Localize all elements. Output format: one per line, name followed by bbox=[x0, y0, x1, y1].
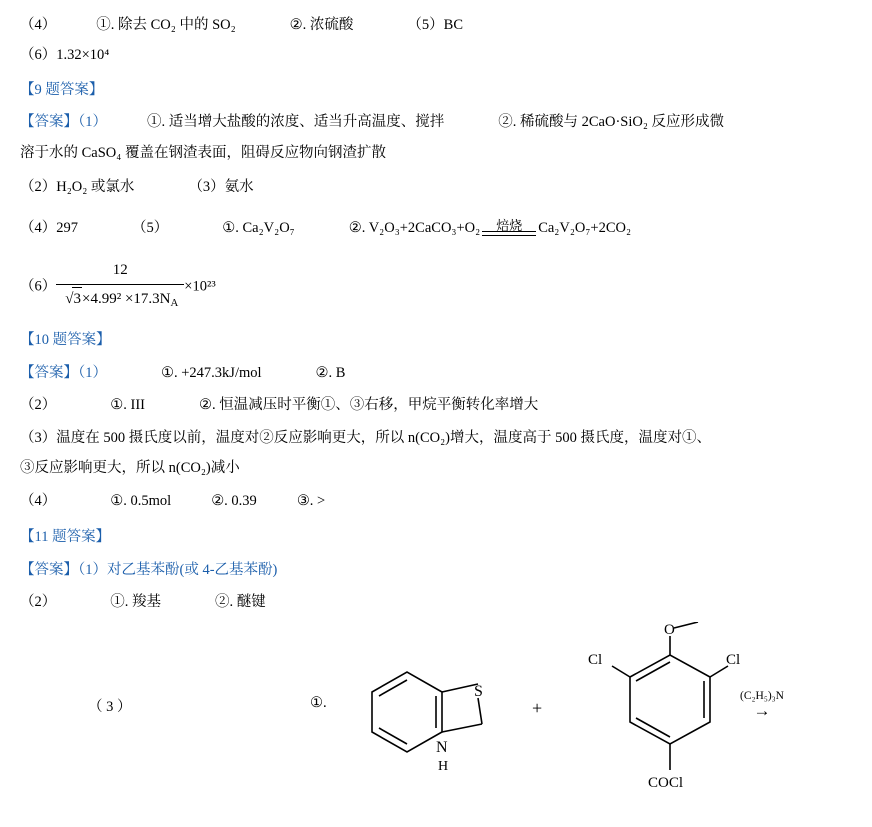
question-9-heading-text: 【9 题答案】 bbox=[20, 81, 104, 98]
fraction-numerator: 12 bbox=[56, 259, 184, 284]
nitrogen-atom-label: N bbox=[436, 739, 448, 756]
chlorine-left-label: Cl bbox=[588, 652, 603, 668]
q9-part2: （2）H₂O₂ 或氯水 bbox=[20, 179, 135, 196]
q9-part5-label: （5） bbox=[132, 219, 169, 236]
q9-part6-tail: ×10²³ bbox=[184, 278, 216, 295]
reagent-arrow-group bbox=[740, 690, 784, 719]
fraction-denominator bbox=[56, 285, 184, 312]
chlorine-right-label: Cl bbox=[726, 652, 741, 668]
q10-part4-item1: ①. 0.5mol bbox=[110, 492, 172, 509]
q11-part2-item2: ②. 醚键 bbox=[215, 594, 266, 611]
q9-p1-item2: ②. 稀硫酸与 2CaO·SiO₂ 反应形成微 bbox=[498, 114, 725, 131]
question-11-heading bbox=[0, 526, 872, 548]
q10-part3-text1: （3）温度在 500 摄氏度以前，温度对②反应影响更大，所以 n(CO₂)增大，温度高于 500 摄氏度，温度对①、 bbox=[20, 429, 711, 446]
q11-part2-label: （2） bbox=[20, 594, 57, 611]
question-10-part-4-line bbox=[0, 490, 872, 512]
question-9-part-2-3-line bbox=[0, 176, 872, 198]
q8-part5: （5）BC bbox=[407, 17, 464, 33]
q9-answer-label: 【答案】（1） bbox=[20, 114, 107, 131]
question-10-answer-line1 bbox=[0, 362, 872, 384]
question-10-heading-text: 【10 题答案】 bbox=[20, 332, 111, 349]
q10-p1-item2: ②. B bbox=[315, 364, 346, 381]
q10-p1-item1: ①. +247.3kJ/mol bbox=[161, 364, 262, 381]
question-10-part-3-line1 bbox=[0, 427, 872, 449]
q11-answer-label: 【答案】（1）对乙基苯酚(或 4-乙基苯酚) bbox=[20, 561, 278, 578]
q8-part4-item2: ②. 浓硫酸 bbox=[289, 17, 354, 33]
q9-part5-item2-post: Ca₂V₂O₇+2CO₂ bbox=[538, 219, 632, 236]
q9-part5-item2-pre: ②. V₂O₃+2CaCO₃+O₂ bbox=[348, 219, 481, 236]
aryl-acid-chloride-structure-icon bbox=[570, 622, 760, 807]
roasting-condition-label: 焙烧 bbox=[496, 217, 523, 233]
plus-sign: + bbox=[532, 698, 543, 718]
q10-part4-item2: ②. 0.39 bbox=[211, 492, 257, 509]
question-9-part-6-line bbox=[0, 261, 872, 313]
q10-answer-label: 【答案】（1） bbox=[20, 364, 107, 381]
q9-part4: （4）297 bbox=[20, 219, 78, 236]
question-11-answer-line1 bbox=[0, 559, 872, 581]
right-arrow-icon: → bbox=[753, 700, 771, 720]
q10-part4-label: （4） bbox=[20, 492, 57, 509]
radicand: 3 bbox=[72, 287, 82, 311]
question-10-part-3-line2 bbox=[0, 457, 872, 479]
chemical-structure-area bbox=[0, 612, 872, 827]
q10-part3-text2: ③反应影响更大，所以 n(CO₂)减小 bbox=[20, 460, 240, 477]
q9-part3: （3）氨水 bbox=[188, 179, 254, 196]
denominator-rest: ×4.99² ×17.3N bbox=[81, 290, 171, 307]
question-9-answer-line2 bbox=[0, 142, 872, 164]
q8-part4-label: （4） bbox=[20, 17, 57, 33]
methoxy-oxygen-label: O bbox=[664, 622, 675, 638]
question-11-heading-text: 【11 题答案】 bbox=[20, 529, 111, 546]
q10-part2-item2: ②. 恒温减压时平衡①、③右移，甲烷平衡转化率增大 bbox=[199, 397, 539, 414]
triethylamine-reagent-label: (C₂H₅)₃N bbox=[740, 690, 784, 702]
question-9-answer-line1 bbox=[0, 111, 872, 133]
q8-part4-item1: ①. 除去 CO₂ 中的 SO₂ bbox=[96, 17, 236, 33]
q9-p1-item1: ①. 适当增大盐酸的浓度、适当升高温度、搅拌 bbox=[147, 114, 445, 131]
sulfur-atom-label: S bbox=[474, 683, 483, 700]
q10-part2-label: （2） bbox=[20, 397, 57, 414]
q9-part5-item1: ①. Ca₂V₂O₇ bbox=[222, 219, 295, 236]
question-9-part-4-5-line bbox=[0, 217, 872, 239]
q9-part6-fraction bbox=[56, 259, 184, 311]
question-10-part-2-line bbox=[0, 394, 872, 416]
question-9-heading bbox=[0, 79, 872, 101]
question-11-part-2-line bbox=[0, 591, 872, 613]
square-root-icon bbox=[62, 287, 82, 311]
question-8-part-4-line bbox=[0, 14, 872, 36]
q8-part6-text: （6）1.32×10⁴ bbox=[20, 47, 110, 64]
denominator-subscript: A bbox=[170, 296, 179, 309]
question-10-heading bbox=[0, 329, 872, 351]
q11-part3-item-number: ①. bbox=[310, 695, 327, 711]
benzothiazoline-structure-icon bbox=[352, 652, 532, 782]
q11-part3-label: （ 3 ） bbox=[88, 699, 132, 715]
q10-part4-item3: ③. > bbox=[296, 492, 326, 509]
roasting-reaction-arrow bbox=[482, 219, 536, 236]
acid-chloride-label: COCl bbox=[648, 775, 684, 791]
q9-p1-item2-cont: 溶于水的 CaSO₄ 覆盖在钢渣表面，阻碍反应物向钢渣扩散 bbox=[20, 144, 386, 161]
question-8-part-6-line bbox=[0, 44, 872, 66]
q11-part2-item1: ①. 羧基 bbox=[110, 594, 161, 611]
q10-part2-item1: ①. III bbox=[110, 397, 145, 414]
nh-hydrogen-label: H bbox=[438, 759, 449, 774]
q9-part6-label: （6） bbox=[20, 278, 57, 295]
